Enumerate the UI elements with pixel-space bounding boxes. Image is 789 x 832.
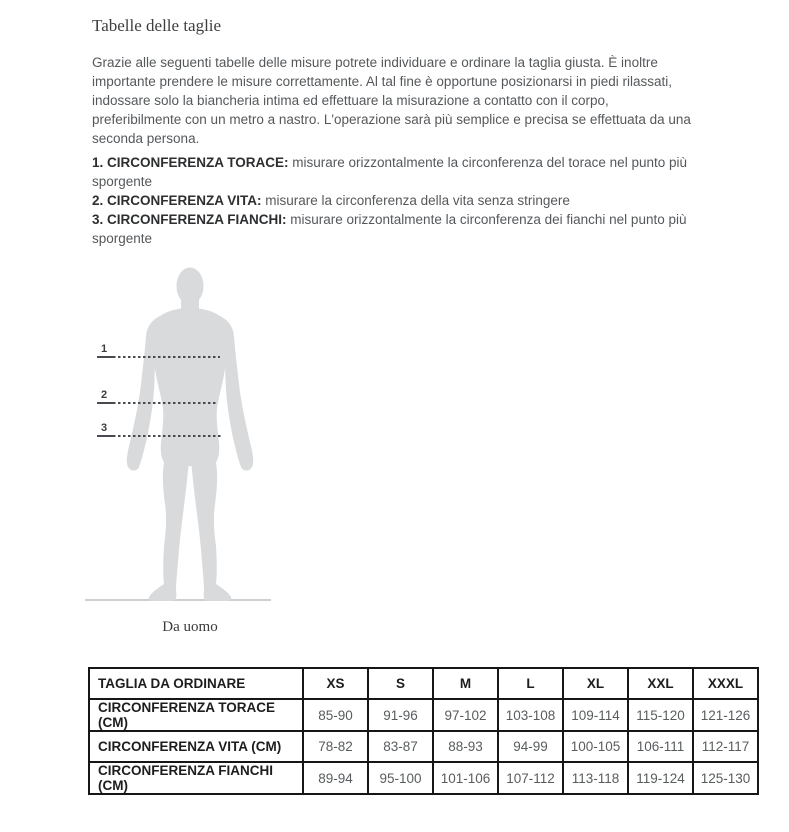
size-cell: 115-120 — [628, 699, 693, 731]
instruction-text: misurare orizzontalmente la circonferenza del torace nel punto più — [292, 155, 687, 170]
measurement-marker-3: 3 — [101, 422, 108, 434]
silhouette-torso — [151, 308, 229, 466]
measurement-line-2 — [97, 402, 218, 404]
instruction-item-fianchi — [92, 210, 687, 229]
instruction-text: misurare la circonferenza della vita senza stringere — [265, 193, 570, 208]
table-row-torace — [89, 699, 758, 731]
silhouette-right-leg — [191, 462, 231, 601]
figure-caption: Da uomo — [162, 619, 218, 635]
size-col-header-xxxl: XXXL — [693, 668, 758, 699]
row-label: CIRCONFERENZA FIANCHI (CM) — [89, 762, 303, 794]
size-col-header-l: L — [498, 668, 563, 699]
intro-line: Grazie alle seguenti tabelle delle misure potrete individuare e ordinare la taglia giusta. È inoltre — [92, 55, 658, 70]
intro-line: preferibilmente con un metro a nastro. L'operazione sarà più semplice e precisa se effettuata da una — [92, 112, 691, 127]
instruction-label: 2. CIRCONFERENZA VITA: — [92, 193, 262, 208]
size-col-header-xl: XL — [563, 668, 628, 699]
row-label: CIRCONFERENZA VITA (CM) — [89, 731, 303, 762]
measurement-line-start — [97, 356, 113, 358]
size-cell: 121-126 — [693, 699, 758, 731]
size-cell: 97-102 — [433, 699, 498, 731]
size-cell: 113-118 — [563, 762, 628, 794]
size-table-header-row — [89, 668, 758, 699]
size-cell: 100-105 — [563, 731, 628, 762]
measurement-line-dashes — [113, 402, 218, 404]
intro-line: importante prendere le misure correttamente. Al tal fine è opportune posizionarsi in piedi rilassati, — [92, 74, 673, 89]
measurement-instructions — [92, 153, 687, 248]
measurement-line-start — [97, 435, 113, 437]
size-table — [88, 667, 759, 795]
instruction-text: misurare orizzontalmente la circonferenza dei fianchi nel punto più — [290, 212, 687, 227]
size-col-header-xs: XS — [303, 668, 368, 699]
size-cell: 125-130 — [693, 762, 758, 794]
size-cell: 89-94 — [303, 762, 368, 794]
size-table-corner-header: TAGLIA DA ORDINARE — [89, 668, 303, 699]
measurement-marker-2: 2 — [101, 389, 108, 401]
size-col-header-xxl: XXL — [628, 668, 693, 699]
size-cell: 103-108 — [498, 699, 563, 731]
intro-line: seconda persona. — [92, 131, 200, 146]
instruction-text-continued: sporgente — [92, 231, 153, 246]
instruction-text-continued: sporgente — [92, 174, 153, 189]
row-label: CIRCONFERENZA TORACE (CM) — [89, 699, 303, 731]
intro-line: indossare solo la biancheria intima ed effettuare la misurazione a contatto con il corpo, — [92, 93, 609, 108]
size-col-header-s: S — [368, 668, 433, 699]
size-cell: 95-100 — [368, 762, 433, 794]
size-cell: 91-96 — [368, 699, 433, 731]
size-cell: 85-90 — [303, 699, 368, 731]
size-cell: 78-82 — [303, 731, 368, 762]
measurement-line-3 — [97, 435, 222, 437]
measurement-line-dashes — [113, 356, 220, 358]
instruction-item-vita — [92, 191, 687, 210]
measurement-marker-1: 1 — [101, 343, 108, 355]
size-cell: 119-124 — [628, 762, 693, 794]
intro-paragraph — [92, 53, 691, 148]
size-cell: 107-112 — [498, 762, 563, 794]
instruction-label: 3. CIRCONFERENZA FIANCHI: — [92, 212, 287, 227]
size-cell: 94-99 — [498, 731, 563, 762]
size-cell: 101-106 — [433, 762, 498, 794]
instruction-label: 1. CIRCONFERENZA TORACE: — [92, 155, 289, 170]
page-title: Tabelle delle taglie — [92, 16, 222, 35]
measurement-line-1 — [97, 356, 220, 358]
instruction-item-torace — [92, 153, 687, 172]
measurement-line-start — [97, 402, 113, 404]
table-row-vita — [89, 731, 758, 762]
silhouette-right-arm — [220, 316, 253, 471]
size-cell: 112-117 — [693, 731, 758, 762]
table-row-fianchi — [89, 762, 758, 794]
size-col-header-m: M — [433, 668, 498, 699]
silhouette-left-arm — [127, 316, 160, 471]
size-cell: 88-93 — [433, 731, 498, 762]
measurement-line-dashes — [113, 435, 222, 437]
size-cell: 106-111 — [628, 731, 693, 762]
silhouette-left-leg — [149, 462, 189, 601]
size-cell: 109-114 — [563, 699, 628, 731]
size-cell: 83-87 — [368, 731, 433, 762]
